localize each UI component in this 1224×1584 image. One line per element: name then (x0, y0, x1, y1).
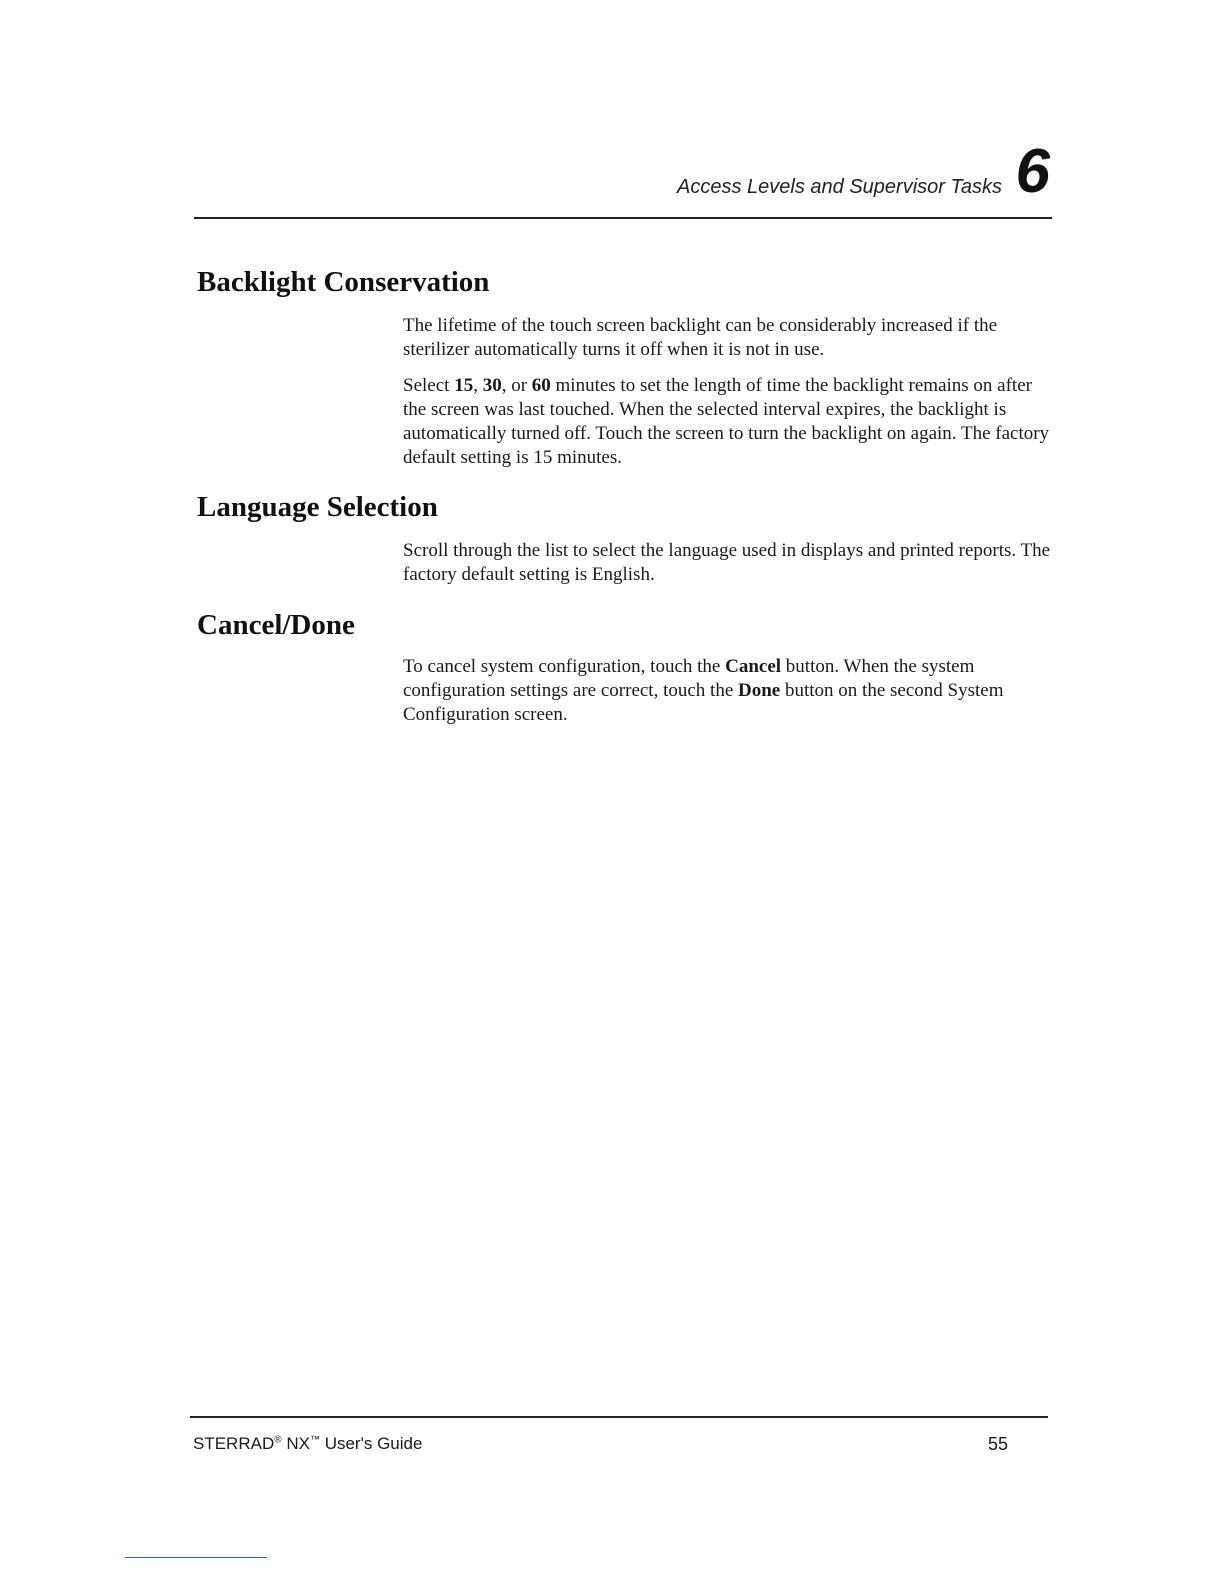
heading-language-selection: Language Selection (197, 491, 438, 523)
bottom-decorative-line (125, 1557, 267, 1558)
footer-divider (190, 1416, 1048, 1418)
trademark-mark: ™ (309, 1434, 320, 1446)
heading-backlight-conservation: Backlight Conservation (197, 266, 490, 298)
done-term: Done (738, 680, 781, 701)
backlight-paragraph-1: The lifetime of the touch screen backlight can be considerably increased if the sterilizer automatically turns it off when it is not in use. (403, 315, 998, 360)
running-header (194, 130, 1052, 220)
page-number: 55 (988, 1434, 1009, 1454)
cancel-term: Cancel (725, 656, 782, 677)
option-15: 15 (454, 375, 474, 396)
header-divider (194, 217, 1052, 219)
option-30: 30 (482, 375, 502, 396)
cancel-done-paragraph: To cancel system configuration, touch the Cancel button. When the system configuration settings are correct, touch the Done button on the second System Configuration screen. (403, 656, 1004, 725)
heading-cancel-done: Cancel/Done (197, 609, 355, 641)
chapter-number: 6 (1015, 137, 1050, 206)
backlight-paragraph-2: Select 15, 30, or 60 minutes to set the length of time the backlight remains on after the screen was last touched. When the selected interval expires, the backlight is automatically turned off. Touch the screen to turn the backlight on again. The factory default setting is 15 minutes. (403, 375, 1050, 468)
footer-guide-title: STERRAD® NX™ User's Guide (193, 1434, 423, 1453)
language-paragraph: Scroll through the list to select the language used in displays and printed reports. The factory default setting is English. (403, 540, 1051, 585)
option-60: 60 (531, 375, 551, 396)
registered-mark: ® (274, 1434, 282, 1446)
header-section-title: Access Levels and Supervisor Tasks (677, 176, 1002, 198)
